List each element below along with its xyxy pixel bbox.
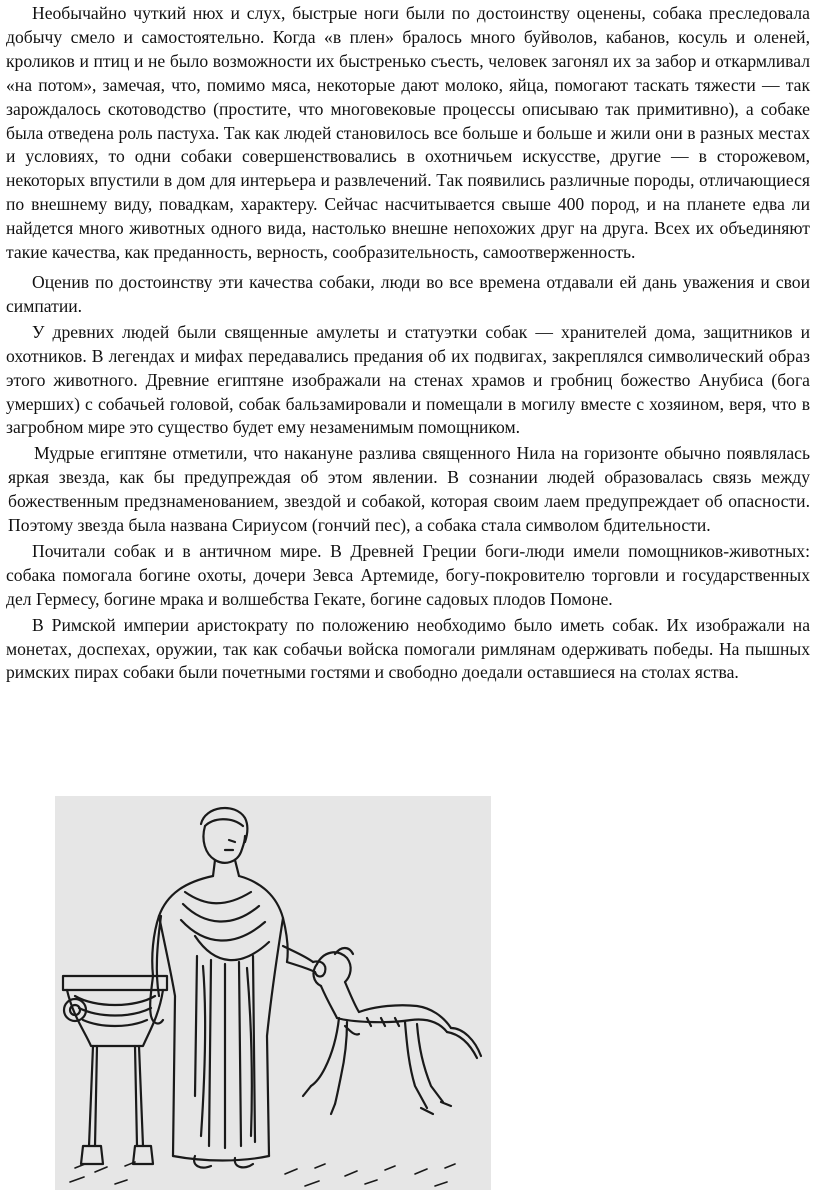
paragraph-1: Необычайно чуткий нюх и слух, быстрые ноги были по достоинству оценены, собака преследовала добычу смело и самостоятельно. Когда «в плен» бралось много буйволов, кабанов, косуль и оленей, кроликов и птиц и не было возможности их быстренько съесть, человек загонял их за забор и откармливал «на потом», замечая, что, помимо мяса, некоторые дают молоко, яйца, помогают таскать тяжести — так зарождалось скотоводство (простите, что многовековые процессы описываю так примитивно), а собаке была отведена роль пастуха. Так как людей становилось все больше и больше и жили они в разных местах и условиях, то одни собаки совершенствовались в охотничьем искусстве, другие — в сторожевом, некоторых впустили в дом для интерьера и развлечений. Так появились различные породы, отличающиеся по внешнему виду, повадкам, характеру. Сейчас насчитывается свыше 400 пород, и на планете едва ли найдется много животных одного вида, настолько внешне непохожих друг на друга. Всех их объединяют такие качества, как преданность, верность, сообразительность, самоотверженность. xyxy=(6,3,810,263)
dog xyxy=(303,948,481,1114)
woman-head xyxy=(201,808,247,876)
paragraph-6: В Римской империи аристократу по положению необходимо было иметь собак. Их изображали на монетах, доспехах, оружии, так как собачьи войска помогали римлянам одерживать победы. На пышных римских пирах собаки были почетными гостями и свободно доедали оставшиеся на столах яства. xyxy=(6,614,810,683)
paragraph-5: Почитали собак и в античном мире. В Древней Греции боги-люди имели помощников-животных: собака помогала богине охоты, дочери Зевса Артемиде, богу-покровителю торговли и государственных дел Гермесу, богине мрака и волшебства Гекате, богине садовых плодов Помоне. xyxy=(6,540,810,609)
line-drawing xyxy=(55,796,491,1190)
paragraph-3: У древних людей были священные амулеты и статуэтки собак — хранителей дома, защитников и охотников. В легендах и мифах передавались предания об их подвигах, закреплялся символический образ этого животного. Древние египтяне изображали на стенах храмов и гробниц божество Анубиса (бога умерших) с собачьей головой, собак бальзамировали и помещали в могилу вместе с хозяином, веря, что в загробном мире это существо будет ему незаменимым помощником. xyxy=(6,321,810,438)
paragraph-4: Мудрые египтяне отметили, что накануне разлива священного Нила на горизонте обычно появлялась яркая звезда, как бы предупреждая об этом явлении. В сознании людей образовалась связь между божественным предзнаменованием, звездой и собакой, которая своим лаем предупреждает об опасности. Поэтому звезда была названа Сириусом (гончий пес), а собака стала символом бдительности. xyxy=(8,443,810,536)
paragraph-2: Оценив по достоинству эти качества собаки, люди во все времена отдавали ей дань уважения и свои симпатии. xyxy=(6,271,810,316)
illustration-woman-with-dog xyxy=(55,796,491,1190)
woman-toga xyxy=(150,876,325,1168)
article-text xyxy=(6,2,810,685)
ground-hatching xyxy=(70,1162,455,1186)
